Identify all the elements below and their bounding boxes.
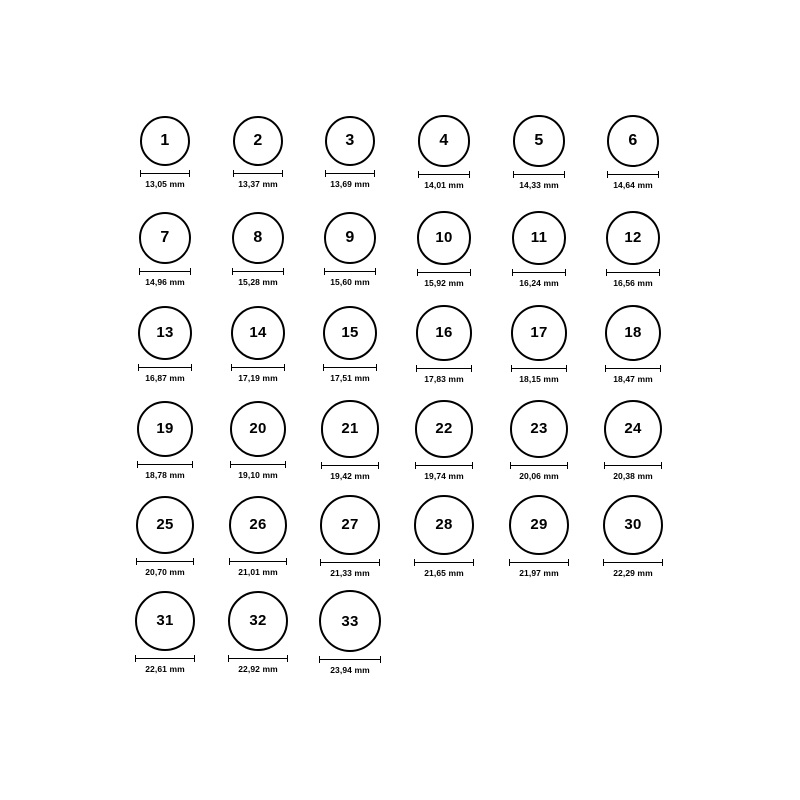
ring-size-cell: [120, 401, 210, 480]
ring-circle: [511, 305, 567, 361]
ring-size-cell: [120, 496, 210, 577]
ring-size-label: 5: [534, 131, 544, 149]
ring-size-cell: [399, 211, 489, 287]
ring-circle: [603, 495, 663, 555]
diameter-text: 19,10 mm: [238, 470, 278, 481]
diameter-text: 14,64 mm: [613, 179, 653, 190]
dimension-line: [513, 171, 564, 178]
ring-circle: [137, 401, 193, 457]
diameter-text: 14,01 mm: [424, 179, 464, 190]
ring-size-cell: [120, 306, 210, 383]
ring-circle: [136, 496, 194, 554]
dimension-line: [231, 364, 286, 371]
ring-size-cell: [399, 400, 489, 480]
ring-circle: [229, 496, 288, 555]
ring-circle: [415, 400, 472, 457]
ring-size-label: 13: [156, 324, 174, 342]
ring-size-cell: [305, 212, 395, 288]
ring-size-cell: [588, 305, 678, 384]
ring-circle: [233, 116, 283, 166]
ring-size-cell: [305, 400, 395, 480]
diameter-text: 20,70 mm: [145, 567, 185, 578]
ring-size-cell: [120, 212, 210, 287]
ring-size-label: 19: [156, 420, 174, 438]
ring-size-label: 11: [530, 229, 548, 247]
dimension-line: [139, 268, 191, 275]
dimension-line: [605, 365, 661, 372]
ring-size-cell: [305, 495, 395, 577]
dimension-annotation: [513, 171, 564, 190]
ring-size-label: 31: [156, 612, 174, 630]
diameter-text: 13,69 mm: [330, 179, 370, 190]
ring-size-cell: [305, 306, 395, 384]
ring-size-label: 21: [341, 420, 359, 438]
dimension-annotation: [416, 365, 471, 384]
diameter-text: 17,83 mm: [424, 373, 464, 384]
dimension-line: [230, 461, 287, 468]
ring-size-label: 3: [345, 131, 355, 149]
diameter-text: 22,61 mm: [145, 664, 185, 675]
diameter-text: 19,42 mm: [330, 470, 370, 481]
dimension-annotation: [321, 462, 378, 481]
dimension-line: [320, 559, 379, 566]
ring-size-label: 15: [341, 324, 359, 342]
diameter-text: 21,33 mm: [330, 567, 370, 578]
dimension-annotation: [135, 655, 196, 674]
ring-circle: [414, 495, 473, 554]
dimension-line: [510, 462, 568, 469]
ring-size-label: 28: [435, 516, 453, 534]
diameter-text: 21,65 mm: [424, 567, 464, 578]
ring-circle: [324, 212, 377, 265]
diameter-text: 20,38 mm: [613, 471, 653, 482]
ring-circle: [231, 306, 286, 361]
dimension-annotation: [510, 462, 568, 481]
ring-size-cell: [213, 401, 303, 481]
ring-size-cell: [588, 211, 678, 288]
ring-circle: [230, 401, 287, 458]
ring-size-label: 12: [624, 229, 642, 247]
dimension-annotation: [228, 655, 289, 674]
ring-circle: [417, 211, 470, 264]
dimension-annotation: [232, 268, 284, 287]
dimension-annotation: [324, 268, 377, 287]
dimension-annotation: [417, 269, 470, 288]
ring-circle: [606, 211, 660, 265]
dimension-annotation: [140, 170, 190, 189]
ring-circle: [416, 305, 471, 360]
dimension-line: [416, 365, 471, 372]
ring-size-label: 17: [530, 324, 548, 342]
dimension-annotation: [414, 559, 473, 578]
ring-size-label: 1: [160, 132, 170, 149]
ring-circle: [320, 495, 379, 554]
ring-size-cell: [588, 400, 678, 481]
ring-circle: [319, 590, 381, 652]
ring-size-label: 14: [249, 324, 267, 342]
dimension-line: [606, 269, 660, 276]
diameter-text: 17,51 mm: [330, 373, 370, 384]
ring-circle: [228, 591, 289, 652]
dimension-annotation: [512, 269, 566, 288]
dimension-annotation: [233, 170, 283, 189]
ring-circle: [140, 116, 190, 166]
diameter-text: 15,60 mm: [330, 277, 370, 288]
dimension-annotation: [137, 461, 193, 480]
ring-size-label: 29: [530, 516, 548, 534]
ring-size-cell: [305, 116, 395, 190]
dimension-annotation: [323, 364, 378, 383]
diameter-text: 14,33 mm: [519, 179, 559, 190]
ring-size-label: 24: [624, 420, 642, 438]
dimension-line: [138, 364, 192, 371]
ring-size-cell: [494, 211, 584, 288]
dimension-annotation: [604, 462, 662, 481]
dimension-annotation: [319, 656, 381, 675]
ring-size-label: 6: [628, 131, 638, 149]
ring-size-label: 7: [160, 228, 170, 246]
ring-size-cell: [213, 306, 303, 384]
ring-size-cell: [494, 305, 584, 384]
ring-size-cell: [213, 496, 303, 578]
ring-size-cell: [399, 115, 489, 189]
diameter-text: 18,78 mm: [145, 470, 185, 481]
dimension-annotation: [511, 365, 567, 384]
diameter-text: 14,96 mm: [145, 277, 185, 288]
dimension-line: [321, 462, 378, 469]
diameter-text: 17,19 mm: [238, 373, 278, 384]
dimension-annotation: [607, 171, 659, 190]
dimension-annotation: [603, 559, 663, 578]
ring-size-cell: [494, 495, 584, 578]
dimension-line: [418, 171, 469, 178]
ring-size-label: 25: [156, 516, 174, 534]
dimension-line: [232, 268, 284, 275]
dimension-annotation: [509, 559, 569, 578]
dimension-annotation: [415, 462, 472, 481]
ring-size-label: 10: [435, 229, 453, 247]
dimension-annotation: [139, 268, 191, 287]
diameter-text: 16,56 mm: [613, 277, 653, 288]
diameter-text: 22,92 mm: [238, 664, 278, 675]
dimension-annotation: [231, 364, 286, 383]
ring-size-cell: [399, 305, 489, 383]
dimension-line: [136, 558, 194, 565]
dimension-line: [228, 655, 289, 662]
diameter-text: 23,94 mm: [330, 665, 370, 675]
diameter-text: 21,97 mm: [519, 567, 559, 578]
dimension-line: [325, 170, 376, 177]
ring-size-label: 16: [435, 324, 453, 342]
dimension-annotation: [418, 171, 469, 190]
dimension-line: [233, 170, 283, 177]
ring-circle: [135, 591, 196, 652]
ring-circle: [512, 211, 566, 265]
ring-size-label: 22: [435, 420, 453, 438]
dimension-annotation: [138, 364, 192, 383]
dimension-line: [511, 365, 567, 372]
ring-size-cell: [399, 495, 489, 577]
ring-size-label: 32: [249, 612, 267, 630]
diameter-text: 13,37 mm: [238, 179, 278, 190]
diameter-text: 21,01 mm: [238, 567, 278, 578]
dimension-line: [607, 171, 659, 178]
ring-size-label: 27: [341, 516, 359, 534]
dimension-line: [604, 462, 662, 469]
dimension-line: [509, 559, 569, 566]
ring-circle: [139, 212, 191, 264]
ring-size-cell: [213, 212, 303, 287]
diameter-text: 18,47 mm: [613, 373, 653, 384]
ring-circle: [510, 400, 568, 458]
ring-circle: [605, 305, 661, 361]
diameter-text: 19,74 mm: [424, 470, 464, 481]
ring-size-label: 18: [624, 324, 642, 342]
ring-size-label: 33: [341, 612, 359, 630]
diameter-text: 15,28 mm: [238, 277, 278, 288]
ring-size-cell: [588, 495, 678, 578]
diameter-text: 20,06 mm: [519, 470, 559, 481]
dimension-annotation: [230, 461, 287, 480]
dimension-line: [324, 268, 377, 275]
ring-circle: [323, 306, 378, 361]
ring-circle: [321, 400, 378, 457]
dimension-line: [323, 364, 378, 371]
ring-size-cell: [494, 400, 584, 481]
diameter-text: 22,29 mm: [613, 568, 653, 579]
ring-size-cell: [305, 590, 395, 675]
dimension-line: [137, 461, 193, 468]
diameter-text: 15,92 mm: [424, 277, 464, 288]
dimension-line: [229, 558, 288, 565]
ring-size-label: 26: [249, 516, 267, 534]
dimension-line: [603, 559, 663, 566]
diameter-text: 18,15 mm: [519, 373, 559, 384]
ring-circle: [513, 115, 564, 166]
ring-size-label: 23: [530, 420, 548, 438]
ring-size-cell: [588, 115, 678, 190]
ring-circle: [604, 400, 662, 458]
ring-size-label: 9: [345, 228, 355, 246]
ring-circle: [509, 495, 569, 555]
ring-circle: [325, 116, 376, 167]
ring-size-cell: [120, 116, 210, 189]
dimension-line: [135, 655, 196, 662]
diameter-text: 13,05 mm: [145, 179, 185, 189]
ring-circle: [232, 212, 284, 264]
ring-size-cell: [120, 591, 210, 675]
dimension-line: [414, 559, 473, 566]
dimension-line: [415, 462, 472, 469]
diameter-text: 16,87 mm: [145, 373, 185, 384]
dimension-annotation: [229, 558, 288, 577]
dimension-annotation: [325, 170, 376, 189]
ring-size-label: 2: [253, 131, 263, 149]
diameter-text: 16,24 mm: [519, 277, 559, 288]
dimension-line: [417, 269, 470, 276]
ring-size-cell: [213, 591, 303, 675]
dimension-line: [140, 170, 190, 177]
ring-size-label: 20: [249, 420, 267, 438]
ring-size-label: 30: [624, 516, 642, 534]
ring-size-label: 8: [253, 228, 263, 246]
ring-size-cell: [213, 116, 303, 189]
dimension-annotation: [320, 559, 379, 578]
ring-size-label: 4: [439, 131, 449, 149]
dimension-annotation: [606, 269, 660, 288]
dimension-line: [319, 656, 381, 663]
ring-circle: [138, 306, 192, 360]
ring-circle: [607, 115, 659, 167]
dimension-line: [512, 269, 566, 276]
dimension-annotation: [605, 365, 661, 384]
dimension-annotation: [136, 558, 194, 577]
ring-size-cell: [494, 115, 584, 189]
ring-circle: [418, 115, 469, 166]
